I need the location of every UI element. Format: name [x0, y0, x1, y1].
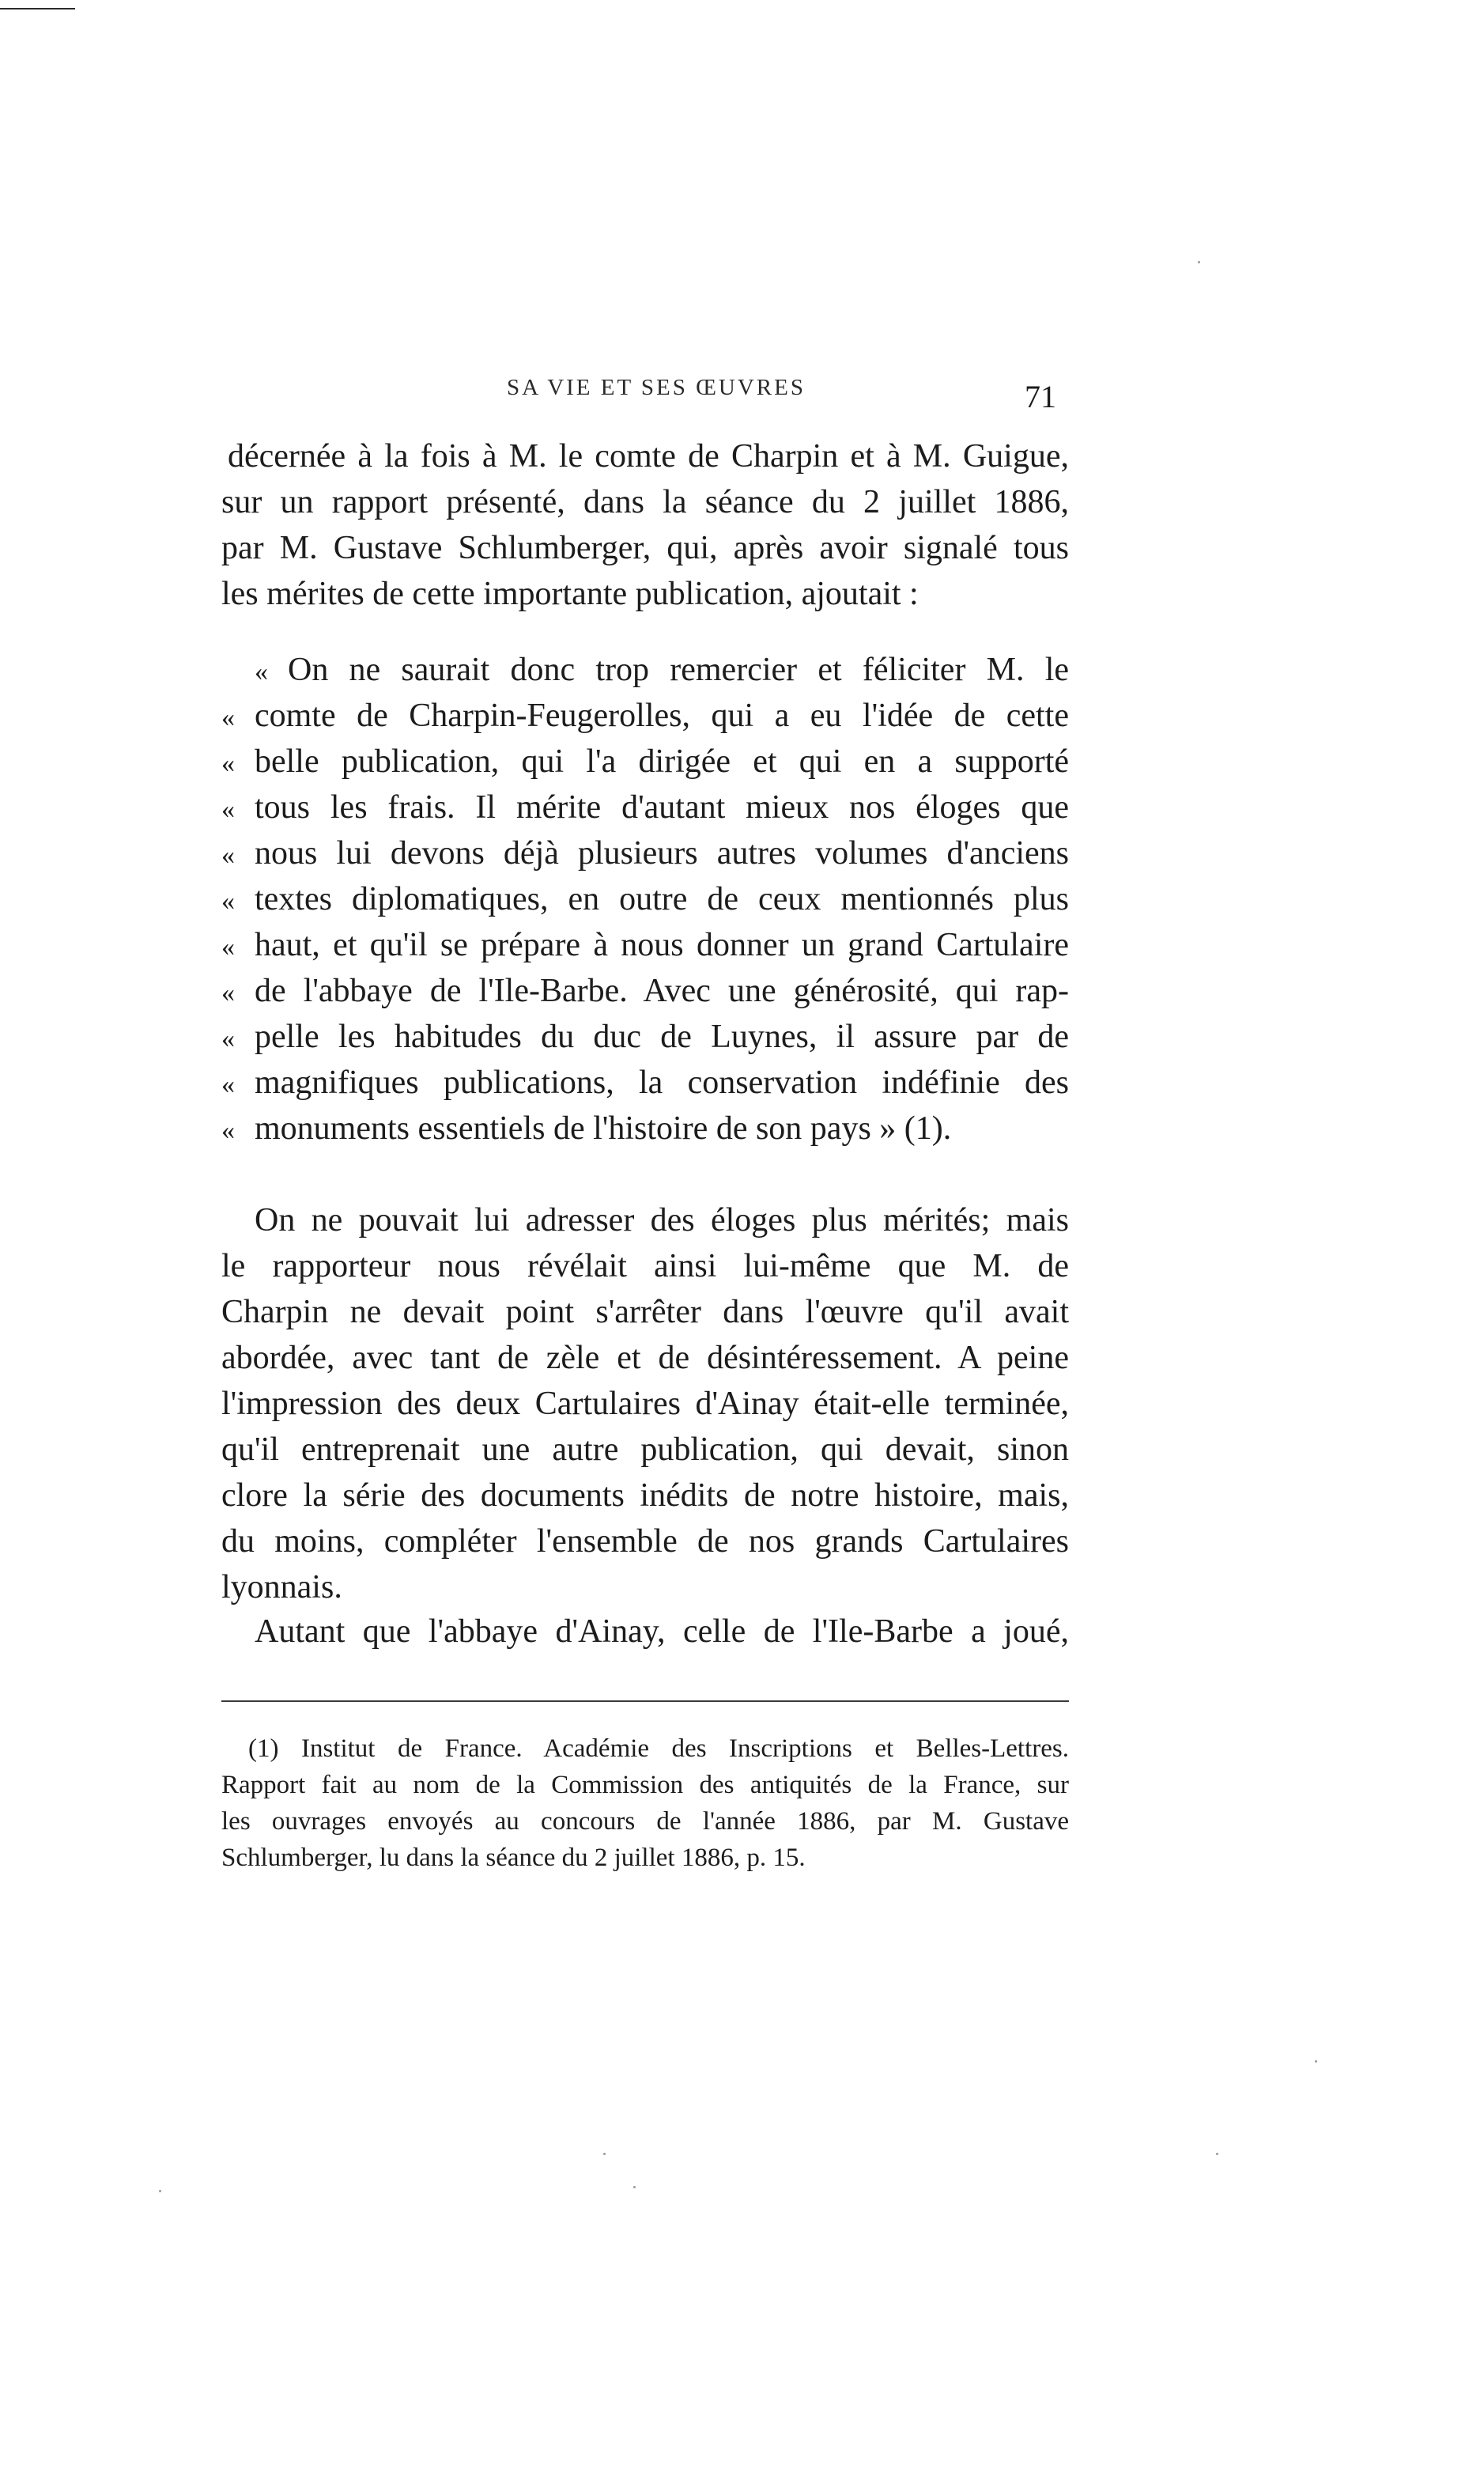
quote-text: pelle les habitudes du duc de Luynes, il assure par de	[255, 1019, 1069, 1055]
quote-mark: «	[221, 1070, 235, 1099]
footnote	[221, 1730, 1069, 1876]
corner-rule	[0, 8, 75, 9]
quote-line	[221, 647, 1069, 693]
text-line: lyonnais.	[221, 1569, 342, 1605]
quote-mark: «	[221, 841, 235, 870]
text-line: clore la série des documents inédits de notre histoire, mais,	[221, 1477, 1069, 1514]
quote-mark: «	[221, 887, 235, 916]
text-line: par M. Gustave Schlumberger, qui, après avoir signalé tous	[221, 530, 1069, 566]
quote-line	[221, 1060, 1069, 1106]
quotation-block	[221, 647, 1069, 1152]
quote-mark: «	[221, 749, 235, 778]
scan-speck	[1198, 261, 1200, 263]
quote-mark: «	[221, 978, 235, 1008]
closing-paragraph	[221, 1609, 1069, 1654]
scan-speck	[159, 2190, 161, 2192]
text-line: qu'il entreprenait une autre publication, qui devait, sinon	[221, 1431, 1069, 1468]
quote-line	[221, 968, 1069, 1014]
footnote-line: les ouvrages envoyés au concours de l'année 1886, par M. Gustave	[221, 1807, 1069, 1836]
footnote-line: Schlumberger, lu dans la séance du 2 juillet 1886, p. 15.	[221, 1844, 806, 1872]
text-line: Autant que l'abbaye d'Ainay, celle de l'Ile-Barbe a joué,	[255, 1613, 1069, 1650]
quote-mark: «	[221, 703, 235, 732]
intro-paragraph	[221, 433, 1069, 617]
scan-speck	[603, 2153, 606, 2155]
quote-line	[221, 876, 1069, 922]
text-line: le rapporteur nous révélait ainsi lui-même que M. de	[221, 1248, 1069, 1284]
quote-text: On ne saurait donc trop remercier et féliciter M. le	[288, 652, 1069, 688]
quote-mark: «	[221, 1024, 235, 1053]
quote-text: tous les frais. Il mérite d'autant mieux nos éloges que	[255, 789, 1069, 826]
quote-mark: «	[255, 657, 268, 686]
quote-text: de l'abbaye de l'Ile-Barbe. Avec une générosité, qui rap-	[255, 973, 1069, 1009]
text-line: les mérites de cette importante publication, ajoutait :	[221, 576, 919, 612]
quote-line	[221, 922, 1069, 968]
quote-text: textes diplomatiques, en outre de ceux mentionnés plus	[255, 881, 1069, 917]
quote-line	[221, 1014, 1069, 1060]
footnote-rule	[221, 1700, 1069, 1702]
text-line: On ne pouvait lui adresser des éloges plus mérités; mais	[255, 1202, 1069, 1238]
footnote-line: Rapport fait au nom de la Commission des antiquités de la France, sur	[221, 1771, 1069, 1799]
quote-text: monuments essentiels de l'histoire de son pays » (1).	[255, 1110, 952, 1147]
text-line: abordée, avec tant de zèle et de désintéressement. A peine	[221, 1340, 1069, 1376]
text-line: sur un rapport présenté, dans la séance du 2 juillet 1886,	[221, 484, 1069, 520]
quote-text: magnifiques publications, la conservation indéfinie des	[255, 1065, 1069, 1101]
page-number: 71	[1025, 379, 1056, 414]
text-line: l'impression des deux Cartulaires d'Ainay était-elle terminée,	[221, 1386, 1069, 1422]
scan-speck	[633, 2186, 636, 2188]
main-paragraph	[221, 1197, 1069, 1610]
quote-line	[221, 830, 1069, 876]
quote-mark: «	[221, 795, 235, 824]
footnote-line: (1) Institut de France. Académie des Inscriptions et Belles-Lettres.	[248, 1734, 1069, 1763]
scan-speck	[1315, 2060, 1317, 2063]
quote-line	[221, 739, 1069, 785]
text-line: Charpin ne devait point s'arrêter dans l'œuvre qu'il avait	[221, 1294, 1069, 1330]
quote-line	[221, 785, 1069, 830]
quote-text: belle publication, qui l'a dirigée et qui en a supporté	[255, 743, 1069, 780]
text-line: décernée à la fois à M. le comte de Charpin et à M. Guigue,	[228, 438, 1069, 475]
quote-text: nous lui devons déjà plusieurs autres volumes d'anciens	[255, 835, 1069, 872]
quote-text: haut, et qu'il se prépare à nous donner un grand Cartulaire	[255, 927, 1069, 963]
quote-mark: «	[221, 932, 235, 962]
quote-text: comte de Charpin-Feugerolles, qui a eu l'idée de cette	[255, 698, 1069, 734]
scan-speck	[1216, 2153, 1218, 2155]
quote-line	[221, 693, 1069, 739]
text-line: du moins, compléter l'ensemble de nos grands Cartulaires	[221, 1523, 1069, 1560]
running-head: SA VIE ET SES ŒUVRES	[507, 375, 806, 400]
quote-mark: «	[221, 1116, 235, 1145]
quote-line	[221, 1106, 1069, 1152]
